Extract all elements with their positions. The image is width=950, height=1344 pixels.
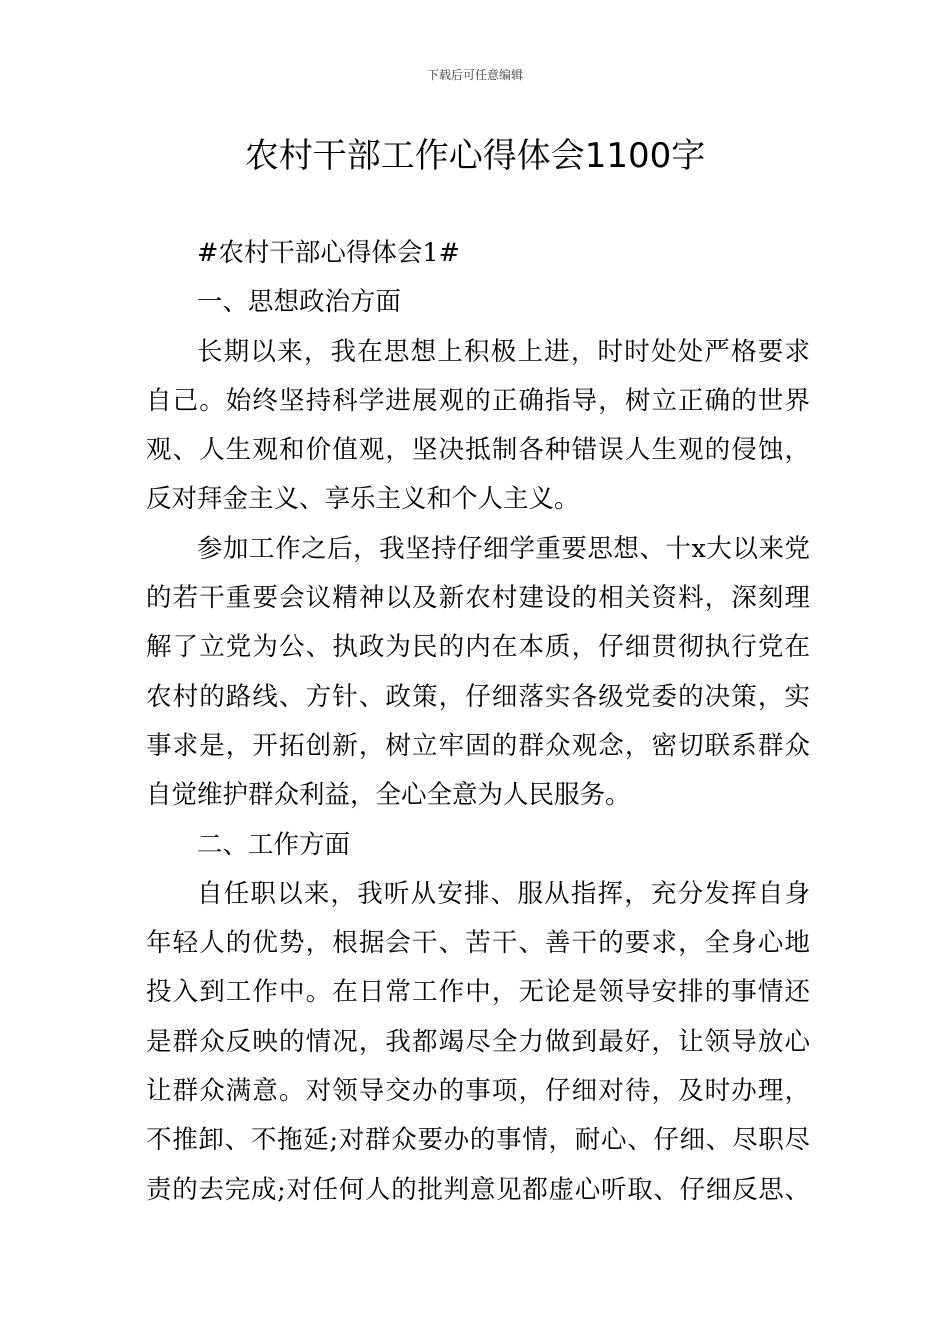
header-note: 下载后可任意编辑	[426, 68, 523, 82]
section-heading: 一、思想政治方面	[197, 287, 402, 318]
paragraph-line: 解了立党为公、执政为民的内在本质，仔细贯彻执行党在	[146, 632, 810, 663]
paragraph-line: 年轻人的优势，根据会干、苦干、善干的要求，全身心地	[146, 928, 810, 959]
document-body	[146, 229, 810, 1215]
document-title: 农村干部工作心得体会1100字	[244, 136, 706, 176]
paragraph-line: 事求是，开拓创新，树立牢固的群众观念，密切联系群众	[146, 730, 810, 761]
paragraph-line: 责的去完成;对任何人的批判意见都虚心听取、仔细反思、	[146, 1174, 810, 1205]
paragraph-line: 自己。始终坚持科学进展观的正确指导，树立正确的世界	[146, 385, 810, 416]
paragraph-line: 长期以来，我在思想上积极上进，时时处处严格要求	[197, 336, 810, 367]
section-heading: 二、工作方面	[197, 829, 351, 860]
paragraph-line: 农村的路线、方针、政策，仔细落实各级党委的决策，实	[146, 681, 810, 712]
paragraph-line: 反对拜金主义、享乐主义和个人主义。	[146, 484, 580, 515]
paragraph-line: 不推卸、不拖延;对群众要办的事情，耐心、仔细、尽职尽	[146, 1125, 810, 1156]
section-heading: #农村干部心得体会1#	[197, 238, 460, 268]
paragraph-line: 的若干重要会议精神以及新农村建设的相关资料，深刻理	[146, 583, 810, 614]
paragraph-line: 自任职以来，我听从安排、服从指挥，充分发挥自身	[197, 878, 810, 909]
paragraph-line: 让群众满意。对领导交办的事项，仔细对待，及时办理，	[146, 1076, 810, 1107]
paragraph-line: 参加工作之后，我坚持仔细学重要思想、十x大以来党	[197, 533, 810, 564]
paragraph-line: 是群众反映的情况，我都竭尽全力做到最好，让领导放心	[146, 1026, 810, 1057]
paragraph-line: 投入到工作中。在日常工作中，无论是领导安排的事情还	[146, 977, 810, 1008]
paragraph-line: 观、人生观和价值观，坚决抵制各种错误人生观的侵蚀，	[146, 435, 810, 466]
paragraph-line: 自觉维护群众利益，全心全意为人民服务。	[146, 780, 631, 811]
